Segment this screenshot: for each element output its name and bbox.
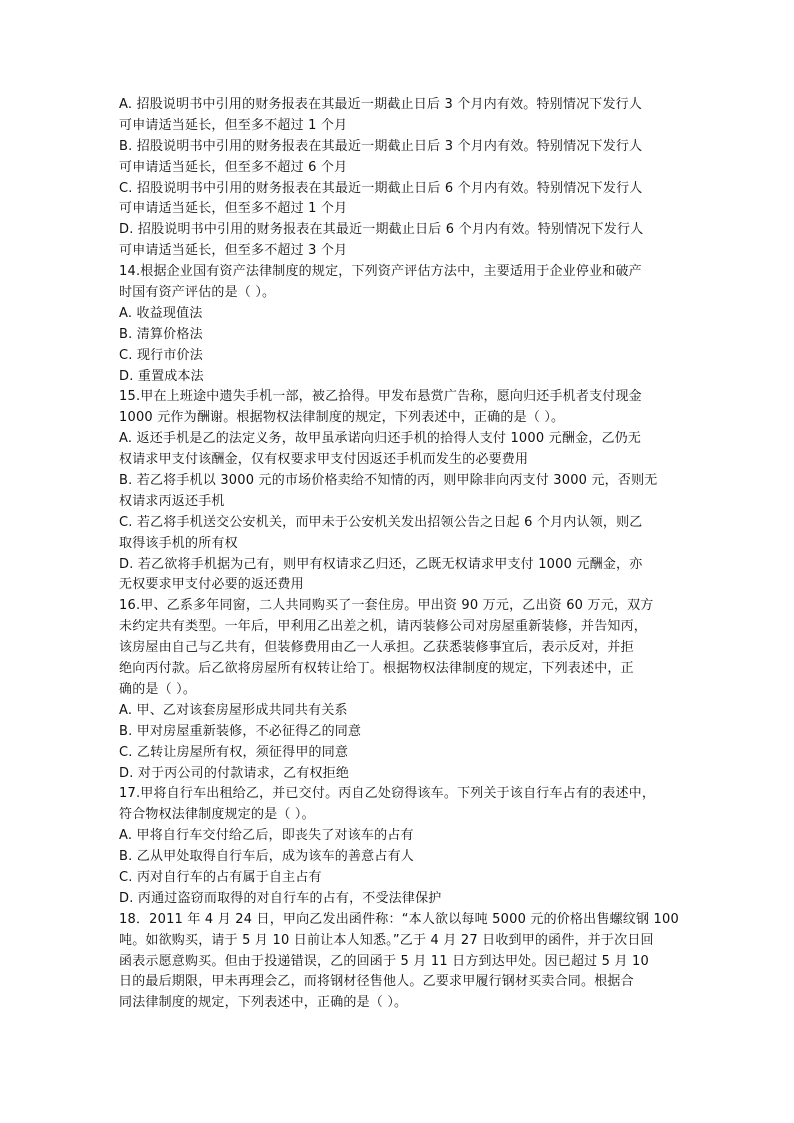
question-14-line-2: 时国有资产评估的是（ ）。	[119, 285, 276, 301]
option-d-q15-line-2: 无权要求甲支付必要的返还费用	[119, 577, 304, 593]
question-14-line-1: 14.根据企业国有资产法律制度的规定，下列资产评估方法中，主要适用于企业停业和破产	[119, 264, 642, 280]
question-18-line-1: 18．2011 年 4 月 24 日，甲向乙发出函件称：“本人欲以每吨 5000 元的价格出售螺纹钢 100	[119, 911, 679, 927]
document-body	[119, 95, 689, 1014]
question-18-line-2: 吨。如欲购买，请于 5 月 10 日前让本人知悉。”乙于 4 月 27 日收到甲的函件，并于次日回	[119, 932, 654, 948]
question-18-line-4: 日的最后期限，甲未再理会乙，而将钢材径售他人。乙要求甲履行钢材买卖合同。根据合	[119, 974, 634, 990]
option-d-q17: D. 丙通过盗窃而取得的对自行车的占有，不受法律保护	[119, 890, 442, 906]
option-b-q16: B. 甲对房屋重新装修，不必征得乙的同意	[119, 723, 362, 739]
option-c-q16: C. 乙转让房屋所有权，须征得甲的同意	[119, 744, 349, 760]
question-16-line-5: 确的是（ ）。	[119, 681, 197, 697]
option-b-q13-line-2: 可申请适当延长，但至多不超过 6 个月	[119, 159, 348, 175]
option-a-q16: A. 甲、乙对该套房屋形成共同共有关系	[119, 702, 348, 718]
option-c-q13-line-2: 可申请适当延长，但至多不超过 1 个月	[119, 201, 348, 217]
option-a-q13-line-2: 可申请适当延长，但至多不超过 1 个月	[119, 117, 348, 133]
option-b-q13-line-1: B. 招股说明书中引用的财务报表在其最近一期截止日后 3 个月内有效。特别情况下发行人	[119, 138, 643, 154]
question-17-line-1: 17.甲将自行车出租给乙，并已交付。丙自乙处窃得该车。下列关于该自行车占有的表述中，	[119, 786, 656, 802]
option-a-q15-line-2: 权请求甲支付该酬金，仅有权要求甲支付因返还手机而发生的必要费用	[119, 452, 529, 468]
option-b-q14: B. 清算价格法	[119, 326, 203, 342]
option-c-q15-line-2: 取得该手机的所有权	[119, 535, 238, 551]
question-16-line-3: 该房屋由自己与乙共有，但装修费用由乙一人承担。乙获悉装修事宜后，表示反对，并拒	[119, 640, 634, 656]
question-16-line-2: 未约定共有类型。一年后，甲利用乙出差之机，请丙装修公司对房屋重新装修，并告知丙，	[119, 619, 648, 635]
option-a-q13-line-1: A. 招股说明书中引用的财务报表在其最近一期截止日后 3 个月内有效。特别情况下发行人	[119, 97, 643, 112]
question-18-line-3: 函表示愿意购买。但由于投递错误，乙的回函于 5 月 11 日方到达甲处。因已超过 5 月 10	[119, 953, 649, 969]
question-16-line-4: 绝向丙付款。后乙欲将房屋所有权转让给丁。根据物权法律制度的规定，下列表述中，正	[119, 661, 634, 677]
question-17-line-2: 符合物权法律制度规定的是（ ）。	[119, 807, 315, 823]
option-d-q15-line-1: D. 若乙欲将手机据为己有，则甲有权请求乙归还，乙既无权请求甲支付 1000 元酬金，亦	[119, 556, 643, 572]
question-18-line-5: 同法律制度的规定，下列表述中，正确的是（ ）。	[119, 995, 408, 1011]
question-15-line-2: 1000 元作为酬谢。根据物权法律制度的规定，下列表述中，正确的是（ ）。	[119, 410, 565, 426]
question-15-line-1: 15.甲在上班途中遗失手机一部，被乙拾得。甲发布悬赏广告称，愿向归还手机者支付现金	[119, 389, 642, 405]
option-d-q14: D. 重置成本法	[119, 368, 204, 384]
option-a-q17: A. 甲将自行车交付给乙后，即丧失了对该车的占有	[119, 828, 414, 844]
question-16-line-1: 16.甲、乙系多年同窗，二人共同购买了一套住房。甲出资 90 万元，乙出资 60 万元，双方	[119, 598, 654, 614]
option-a-q15-line-1: A. 返还手机是乙的法定义务，故甲虽承诺向归还手机的拾得人支付 1000 元酬金，乙仍无	[119, 431, 642, 447]
option-b-q17: B. 乙从甲处取得自行车后，成为该车的善意占有人	[119, 849, 414, 865]
option-b-q15-line-1: B. 若乙将手机以 3000 元的市场价格卖给不知情的丙，则甲除非向丙支付 3000 元，否则无	[119, 473, 658, 489]
option-c-q15-line-1: C. 若乙将手机送交公安机关，而甲未于公安机关发出招领公告之日起 6 个月内认领，则乙	[119, 514, 643, 530]
option-b-q15-line-2: 权请求丙返还手机	[119, 493, 225, 509]
option-d-q13-line-2: 可申请适当延长，但至多不超过 3 个月	[119, 243, 348, 259]
option-d-q13-line-1: D. 招股说明书中引用的财务报表在其最近一期截止日后 6 个月内有效。特别情况下发行人	[119, 222, 644, 238]
option-d-q16: D. 对于丙公司的付款请求，乙有权拒绝	[119, 765, 350, 781]
option-c-q17: C. 丙对自行车的占有属于自主占有	[119, 869, 322, 885]
option-c-q13-line-1: C. 招股说明书中引用的财务报表在其最近一期截止日后 6 个月内有效。特别情况下发行人	[119, 180, 643, 196]
option-a-q14: A. 收益现值法	[119, 305, 203, 321]
option-c-q14: C. 现行市价法	[119, 347, 203, 363]
